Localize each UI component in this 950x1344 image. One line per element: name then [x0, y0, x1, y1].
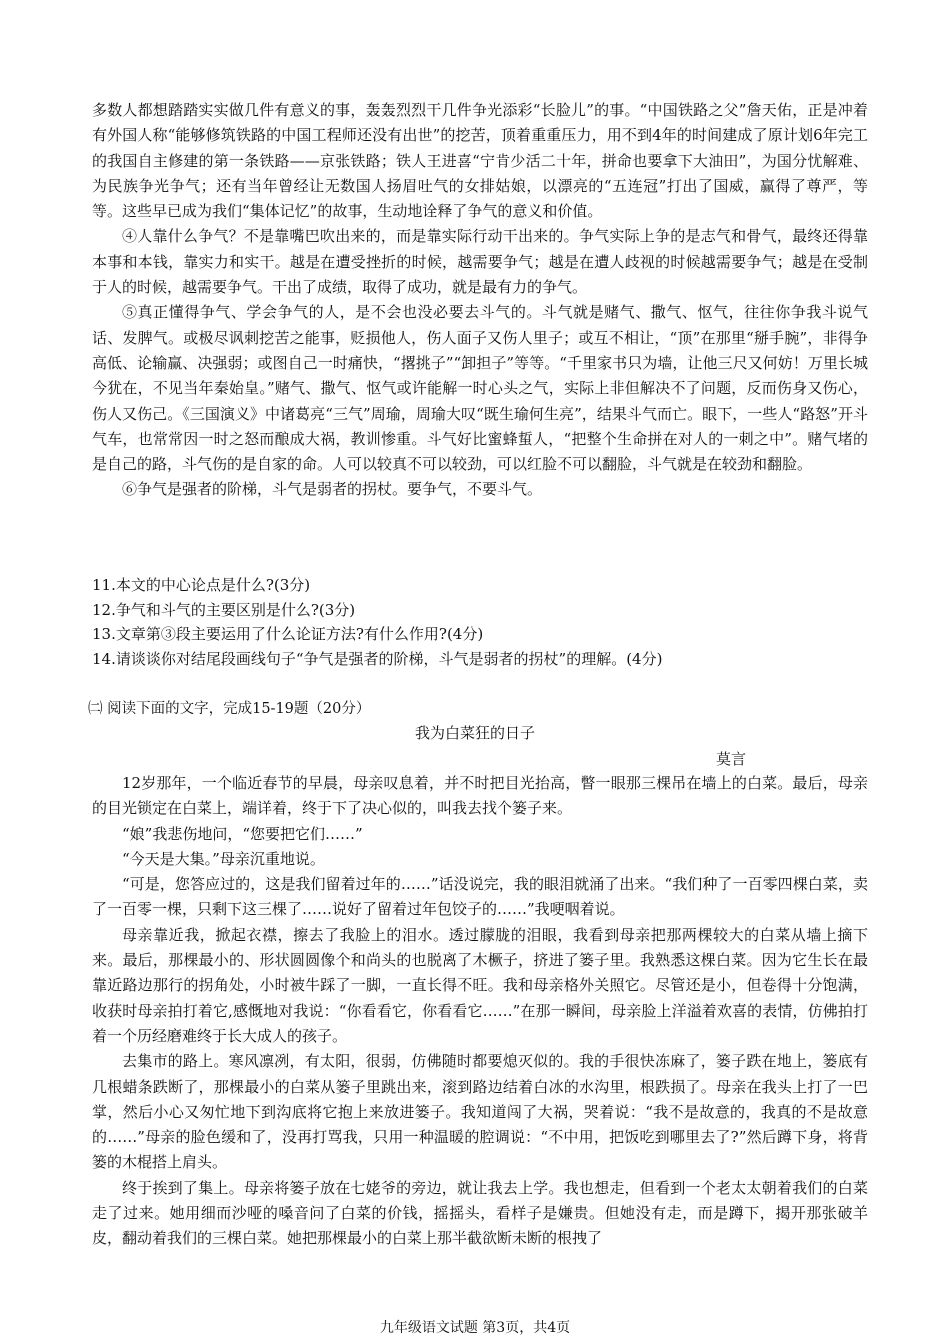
question-13: 13.文章第③段主要运用了什么论证方法?有什么作用?(4分) — [92, 625, 484, 643]
story-paragraph: “可是，您答应过的，这是我们留着过年的……”话没说完，我的眼泪就涌了出来。“我们种了一百零四棵白菜，卖了一百零一棵，只剩下这三棵了……说好了留着过年包饺子的……”我哽咽着说。 — [92, 875, 868, 919]
story-body — [92, 771, 868, 1252]
essay-body — [92, 98, 868, 503]
intro-paragraph: 多数人都想踏踏实实做几件有意义的事，轰轰烈烈干几件争光添彩“长脸儿”的事。“中国铁路之父”詹天佑，正是冲着有外国人称“能够修筑铁路的中国工程师还没有出世”的挖苦，顶着重重压力，用不到4年的时间建成了原计划6年完工的我国自主修建的第一条铁路——京张铁路；铁人王进喜“宁肯少活二十年，拼命也要拿下大油田”，为国分忧解难、为民族争光争气；还有当年曾经让无数国人扬眉吐气的女排姑娘，以漂亮的“五连冠”打出了国威，赢得了尊严，等等。这些早已成为我们“集体记忆”的故事，生动地诠释了争气的意义和价值。 — [92, 101, 868, 221]
story-paragraph: 终于挨到了集上。母亲将篓子放在七姥爷的旁边，就让我去上学。我也想走，但看到一个老太太朝着我们的白菜走了过来。她用细而沙哑的嗓音问了白菜的价钱，摇摇头，看样子是嫌贵。但她没有走，而是蹲下，揭开那张破羊皮，翻动着我们的三棵白菜。她把那棵最小的白菜上那半截欲断未断的根拽了 — [92, 1178, 868, 1248]
section-heading: ㈡ 阅读下面的文字，完成15-19题（20分） — [88, 701, 371, 717]
page-footer: 九年级语文试题 第3页，共4页 — [379, 1320, 571, 1336]
question-14: 14.请谈谈你对结尾段画线句子“争气是强者的阶梯，斗气是弱者的拐杖”的理解。(4分) — [92, 649, 663, 668]
story-paragraph: “娘”我悲伤地问，“您要把它们……” — [122, 824, 363, 843]
story-paragraph: 去集市的路上。寒风凛冽，有太阳，很弱，仿佛随时都要熄灭似的。我的手很快冻麻了，篓子跌在地上，篓底有几根蜡条跌断了，那棵最小的白菜从篓子里跳出来，滚到路边结着白冰的水沟里，根跌损了。母亲在我头上打了一巴掌，然后小心又匆忙地下到沟底将它抱上来放进篓子。我知道闯了大祸，哭着说：“我不是故意的，我真的不是故意的……”母亲的脸色缓和了，没再打骂我，只用一种温暖的腔调说：“不中用，把饭吃到哪里去了?”然后蹲下身，将背篓的木棍搭上肩头。 — [92, 1052, 868, 1172]
story-paragraph: “今天是大集。”母亲沉重地说。 — [122, 849, 325, 868]
paragraph-5: ⑤真正懂得争气、学会争气的人，是不会也没必要去斗气的。斗气就是赌气、撒气、怄气，往往你争我斗说气话、发脾气。或极尽讽刺挖苦之能事，贬损他人，伤人面子又伤人里子；或互不相让，“顶”在那里“掰手腕”，非得争高低、论输赢、决强弱；或图自己一时痛快，“撂挑子”“卸担子”等等。“千里家书只为墙，让他三尺又何妨！万里长城今犹在，不见当年秦始皇。”赌气、撒气、怄气或许能解一时心头之气，实际上非但解决不了问题，反而伤身又伤心，伤人又伤己。《三国演义》中诸葛亮“三气”周瑜，周瑜大叹“既生瑜何生亮”，结果斗气而亡。眼下，一些人“路怒”开斗气车，也常常因一时之怒而酿成大祸，教训惨重。斗气好比蜜蜂蜇人，“把整个生命拼在对人的一刺之中”。赌气堵的是自己的路，斗气伤的是自家的命。人可以较真不可以较劲，可以红脸不可以翻脸，斗气就是在较劲和翻脸。 — [92, 303, 868, 474]
story-paragraph: 母亲靠近我，掀起衣襟，擦去了我脸上的泪水。透过朦胧的泪眼，我看到母亲把那两棵较大的白菜从墙上摘下来。最后，那棵最小的、形状圆圆像个和尚头的也脱离了木橛子，挤进了篓子里。我熟悉这棵白菜。因为它生长在最靠近路边那行的拐角处，小时被牛踩了一脚，一直长得不旺。我和母亲格外关照它。尽管还是小，但卷得十分饱满，收获时母亲拍打着它,感慨地对我说：“你看看它，你看看它……”在那一瞬间，母亲脸上洋溢着欢喜的表情，仿佛拍打着一个历经磨难终于长大成人的孩子。 — [92, 925, 868, 1045]
questions-list — [92, 573, 868, 671]
question-12: 12.争气和斗气的主要区别是什么?(3分) — [92, 600, 356, 619]
paragraph-4: ④人靠什么争气？不是靠嘴巴吹出来的，而是靠实际行动干出来的。争气实际上争的是志气和骨气，最终还得靠本事和本钱，靠实力和实干。越是在遭受挫折的时候，越需要争气；越是在遭人歧视的时候越需要争气；越是在受制于人的时候，越需要争气。干出了成绩，取得了成功，就是最有力的争气。 — [92, 227, 868, 297]
story-title: 我为白菜狂的日子 — [414, 724, 535, 742]
paragraph-6: ⑥争气是强者的阶梯，斗气是弱者的拐杖。要争气，不要斗气。 — [122, 480, 543, 499]
question-11: 11.本文的中心论点是什么?(3分) — [92, 576, 311, 594]
story-paragraph: 12岁那年，一个临近春节的早晨，母亲叹息着，并不时把目光抬高，瞥一眼那三棵吊在墙上的白菜。最后，母亲的目光锁定在白菜上，端详着，终于下了决心似的，叫我去找个篓子来。 — [92, 774, 868, 818]
story-author: 莫言 — [716, 750, 747, 768]
